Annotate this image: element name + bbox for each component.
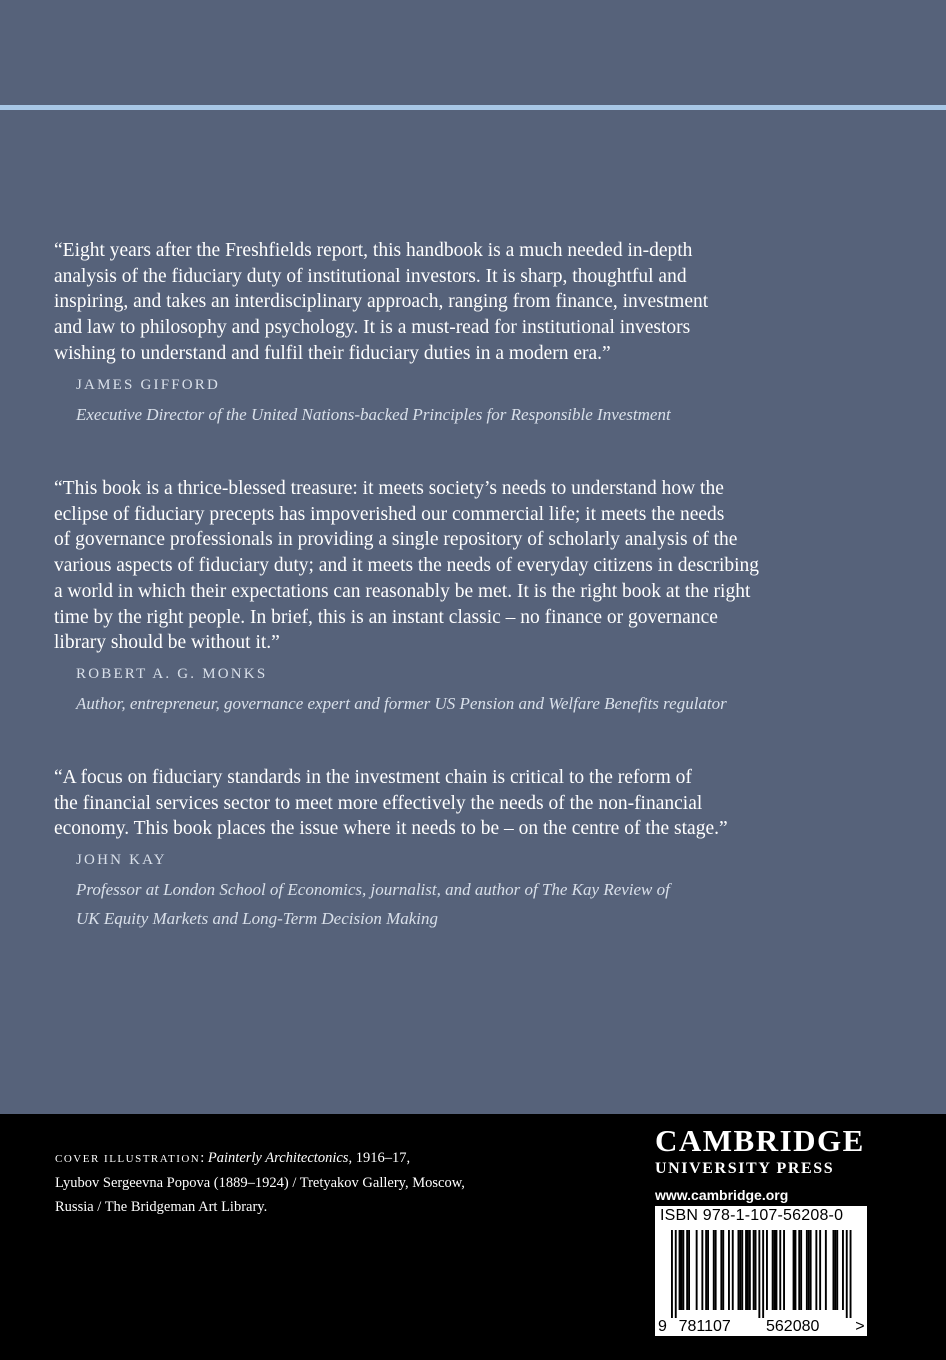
barcode-bar <box>681 1230 683 1310</box>
reviewer-name: JAMES GIFFORD <box>76 376 221 393</box>
barcode-bar <box>779 1230 781 1310</box>
review-gifford <box>54 238 766 429</box>
barcode-bar <box>846 1230 848 1318</box>
barcode-bar <box>739 1230 741 1310</box>
barcode-bar <box>686 1230 688 1310</box>
barcode-bar <box>741 1230 743 1310</box>
barcode-digits-right: 562080 <box>766 1318 820 1335</box>
barcode-bar <box>715 1230 717 1310</box>
barcode-bar <box>795 1230 797 1310</box>
publisher-subtitle: UNIVERSITY PRESS <box>655 1160 835 1177</box>
review-quote: “Eight years after the Freshfields report, this handbook is a much needed in-depth analysis of the fiduciary duty of institutional investors. It is sharp, thoughtful and inspiring, and takes an interdisciplinary approach, ranging from finance, investment and law to philosophy and psychology. It is a must-read for institutional investors wishing to understand and fulfil their fiduciary duties in a modern era.” <box>54 240 709 364</box>
barcode-bar <box>696 1230 698 1310</box>
credit-lead: COVER ILLUSTRATION <box>55 1153 201 1165</box>
credit-years: , 1916–17, <box>348 1150 411 1166</box>
barcode-bar <box>732 1230 734 1310</box>
barcode-bar <box>762 1230 764 1318</box>
publisher-name: CAMBRIDGE <box>655 1123 865 1158</box>
barcode-bar <box>833 1230 835 1310</box>
reviewer-role: Professor at London School of Economics, journalist, and author of The Kay Review of UK Equity Markets and Long-Term Decision Making <box>76 880 670 929</box>
barcode-bar <box>776 1230 778 1310</box>
barcode-bar <box>745 1230 747 1310</box>
isbn-barcode <box>655 1206 867 1336</box>
barcode-bar <box>810 1230 812 1310</box>
isbn-label: ISBN 978-1-107-56208-0 <box>660 1207 844 1224</box>
reviewer-name: JOHN KAY <box>76 852 167 869</box>
credit-title: Painterly Architectonics <box>207 1150 349 1166</box>
barcode-bar <box>772 1230 774 1310</box>
publisher-block <box>655 1124 870 1206</box>
barcode-bar <box>806 1230 808 1310</box>
barcode-bar <box>707 1230 709 1310</box>
barcode-bar <box>783 1230 785 1310</box>
barcode-bar <box>825 1230 827 1310</box>
barcode-bar <box>793 1230 795 1310</box>
barcode-bar <box>705 1230 707 1310</box>
barcode-bar <box>819 1230 821 1310</box>
barcode-bar <box>738 1230 740 1310</box>
cover-credit <box>55 1146 515 1219</box>
review-monks <box>54 476 766 718</box>
barcode-bar <box>753 1230 755 1310</box>
barcode-bar <box>808 1230 810 1310</box>
barcode-bar <box>774 1230 776 1310</box>
barcode-bar <box>749 1230 751 1310</box>
reviewer-role: Executive Director of the United Nations-backed Principles for Responsible Investment <box>76 404 671 424</box>
barcode-quiet-marker: > <box>855 1318 865 1335</box>
review-quote: “A focus on fiduciary standards in the investment chain is critical to the reform of the financial services sector to meet more effectively the needs of the non-financial economy. This book places the issue where it needs to be – on the centre of the stage.” <box>54 767 728 840</box>
barcode-bar <box>675 1230 677 1318</box>
barcode-bar <box>679 1230 681 1310</box>
barcode-bar <box>766 1230 768 1310</box>
barcode-bar <box>755 1230 757 1310</box>
barcode-bar <box>713 1230 715 1310</box>
barcode-bar <box>815 1230 817 1310</box>
reviewer-role: Author, entrepreneur, governance expert and former US Pension and Welfare Benefits regulator <box>76 693 727 713</box>
credit-line-1: COVER ILLUSTRATION: Painterly Architectonics, 1916–17, <box>55 1150 411 1166</box>
barcode-bar <box>798 1230 800 1310</box>
top-accent-rule <box>0 105 946 110</box>
barcode-bar <box>671 1230 673 1318</box>
barcode-bar <box>747 1230 749 1310</box>
barcode-bar <box>688 1230 690 1310</box>
barcode-icon <box>655 1228 867 1336</box>
barcode-bar <box>720 1230 722 1310</box>
barcode-digits-left: 781107 <box>678 1318 731 1335</box>
review-kay <box>54 765 766 933</box>
review-quote: “This book is a thrice-blessed treasure: it meets society’s needs to understand how the eclipse of fiduciary precepts has impoverished our commercial life; it meets the needs of governance professionals in providing a single repository of scholarly analysis of the various aspects of fiduciary duty; and it meets the needs of everyday citizens in describing a world in which their expectations can reasonably be met. It is the right book at the right time by the right people. In brief, this is an instant classic – no finance or governance library should be without it.” <box>54 478 760 654</box>
barcode-bar <box>722 1230 724 1310</box>
barcode-bar <box>834 1230 836 1310</box>
barcode-digit-first: 9 <box>658 1318 667 1335</box>
publisher-url[interactable]: www.cambridge.org <box>655 1187 789 1203</box>
barcode-bar <box>850 1230 852 1318</box>
barcode-bar <box>842 1230 844 1310</box>
barcode-bar <box>758 1230 760 1318</box>
credit-line-3: Russia / The Bridgeman Art Library. <box>55 1199 268 1215</box>
barcode-bar <box>836 1230 838 1310</box>
footer-band <box>0 1114 946 1360</box>
credit-line-2: Lyubov Sergeevna Popova (1889–1924) / Tretyakov Gallery, Moscow, <box>55 1175 465 1191</box>
barcode-bar <box>728 1230 730 1310</box>
barcode-bar <box>701 1230 703 1310</box>
reviewer-name: ROBERT A. G. MONKS <box>76 665 268 682</box>
barcode-bar <box>800 1230 802 1310</box>
barcode-bar <box>682 1230 684 1310</box>
